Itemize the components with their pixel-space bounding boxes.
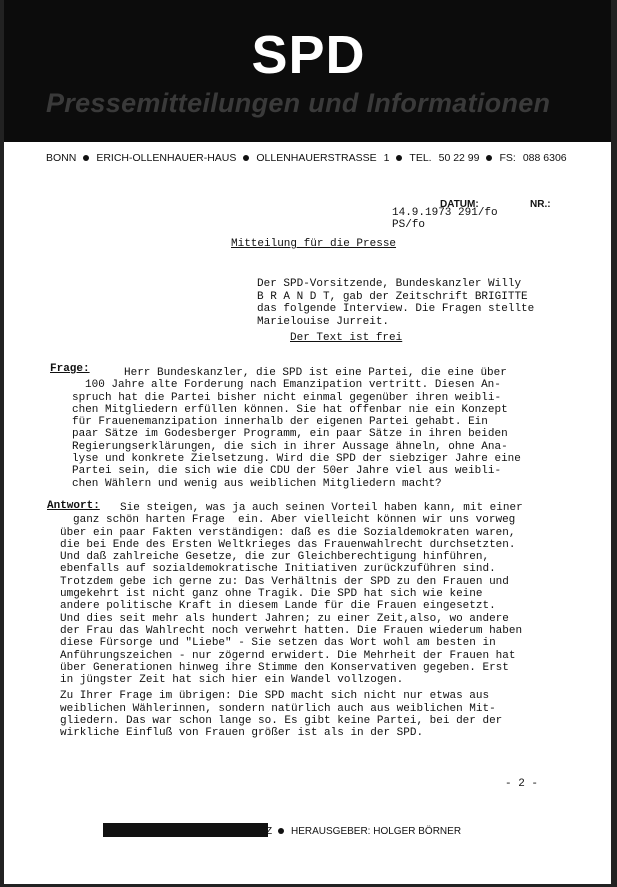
bullet-icon [396, 155, 402, 161]
address-street: OLLENHAUERSTRASSE [256, 152, 377, 164]
answer-line: die bei Ende des Ersten Weltkrieges das Frauenwahlrecht durchsetzten. [60, 538, 516, 551]
page-border-right [611, 0, 617, 887]
intro-line: Marielouise Jurreit. [257, 315, 390, 328]
fs-number: 088 6306 [522, 152, 567, 164]
footer-publisher [278, 826, 461, 837]
question-line: für Frauenemanzipation innerhalb der eigenen Partei gehabt. Ein [72, 416, 488, 429]
reference: PS/fo [392, 219, 426, 231]
spd-logo: SPD [251, 25, 366, 85]
question-line: Regierungserklärungen, die sich in ihrer Aussage ähneln, ohne Ana- [72, 440, 508, 453]
answer-line: ganz schön harten Frage ein. Aber vielleicht können wir uns vorweg [73, 514, 516, 527]
footer-fragment: Z [266, 826, 273, 837]
question-label: Frage: [50, 363, 90, 375]
answer-line: Zu Ihrer Frage im übrigen: Die SPD macht sich nicht nur etwas aus [60, 690, 490, 703]
datum-label: DATUM: [440, 199, 479, 210]
address-line [46, 152, 586, 164]
answer-text [60, 502, 523, 740]
answer-line: diese Fürsorge und "Liebe" - Sie setzen das Wort wohl am besten in [60, 637, 496, 650]
question-line: spruch hat die Partei bisher nicht einmal gegenüber ihren weibli- [72, 391, 502, 404]
answer-line: Und daß zahlreiche Gesetze, die zur Gleichberechtigung hinführen, [60, 551, 490, 564]
question-line: Herr Bundeskanzler, die SPD ist eine Partei, die eine über [124, 367, 507, 379]
question-line: chen Mitgliedern erfüllen können. Sie hat offenbar nie ein Konzept [72, 403, 508, 416]
answer-line: in jüngster Zeit hat sich hier ein Wandel vollzogen. [60, 674, 404, 687]
bullet-icon [243, 155, 249, 161]
answer-line: Trotzdem gebe ich gerne zu: Das Verhältnis der SPD zu den Frauen und [60, 575, 509, 588]
intro-line: das folgende Interview. Die Fragen stellte [257, 303, 535, 315]
question-text [72, 367, 521, 490]
bullet-icon [83, 155, 89, 161]
bullet-icon [486, 155, 492, 161]
question-line: chen Wählern und wenig aus weiblichen Mitgliedern macht? [72, 477, 442, 490]
answer-line: der Frau das Wahlrecht noch verwehrt hatten. Die Frauen wiederum haben [60, 624, 523, 637]
answer-line: ebenfalls auf sozialdemokratische Initiativen zurückzuführen sind. [60, 563, 496, 576]
answer-line: Sie steigen, was ja auch seinen Vorteil haben kann, mit einer [120, 502, 523, 514]
address-number: 1 [383, 152, 390, 164]
page-number: - 2 - [505, 778, 539, 790]
address-city: BONN [46, 152, 77, 164]
answer-line: Anführungszeichen - nur zögernd erwidert. Die Mehrheit der Frauen hat [60, 649, 516, 662]
answer-line: über Generationen hinweg ihre Stimme den Konservativen gegeben. Erst [60, 661, 509, 674]
answer-line: umgekehrt ist nicht ganz ohne Tragik. Die SPD hat sich wie keine [60, 588, 483, 601]
answer-label: Antwort: [47, 500, 100, 512]
answer-line: über ein paar Fakten verständigen: daß es die Sozialdemokraten waren, [60, 526, 516, 539]
intro-line: B R A N D T, gab der Zeitschrift BRIGITTE [257, 290, 528, 303]
question-line: lyse und konkrete Zielsetzung. Wird die SPD der siebziger Jahre eine [72, 453, 521, 466]
tel-label: TEL. [409, 152, 432, 164]
tel-number: 50 22 99 [438, 152, 480, 164]
intro-block [257, 278, 534, 328]
address-building: ERICH-OLLENHAUER-HAUS [96, 152, 237, 164]
redaction-bar [103, 823, 268, 837]
intro-line: Der SPD-Vorsitzende, Bundeskanzler Willy [257, 278, 522, 290]
answer-line: wirkliche Einfluß von Frauen größer ist als in der SPD. [60, 727, 424, 740]
question-line: paar Sätze im Godesberger Programm, ein paar Sätze in ihren beiden [72, 428, 508, 441]
answer-line: gliedern. Das war schon lange so. Es gibt keine Partei, bei der der [60, 715, 503, 728]
question-line: 100 Jahre alte Forderung nach Emanzipation vertritt. Diesen An- [85, 379, 501, 392]
question-line: Partei sein, die sich wie die CDU der 50er Jahre viel aus weibli- [72, 465, 502, 478]
document-title: Mitteilung für die Presse [231, 238, 397, 250]
date-and-number: 14.9.1973 291/fo [392, 207, 498, 219]
free-text-note: Der Text ist frei [290, 332, 403, 344]
answer-line: andere politische Kraft in diesem Lande für die Frauen eingesetzt. [60, 600, 496, 613]
publisher-text: HERAUSGEBER: HOLGER BÖRNER [291, 826, 462, 837]
answer-line: weiblichen Wählerinnen, sondern natürlich auch aus weiblichen Mit- [60, 702, 496, 715]
letterhead-subtitle: Pressemitteilungen und Informationen [46, 88, 551, 118]
fs-label: FS: [499, 152, 516, 164]
answer-line: Und dies seit mehr als hundert Jahren; zu einer Zeit,also, wo andere [60, 612, 509, 625]
nr-label: NR.: [530, 199, 551, 210]
bullet-icon [278, 828, 284, 834]
